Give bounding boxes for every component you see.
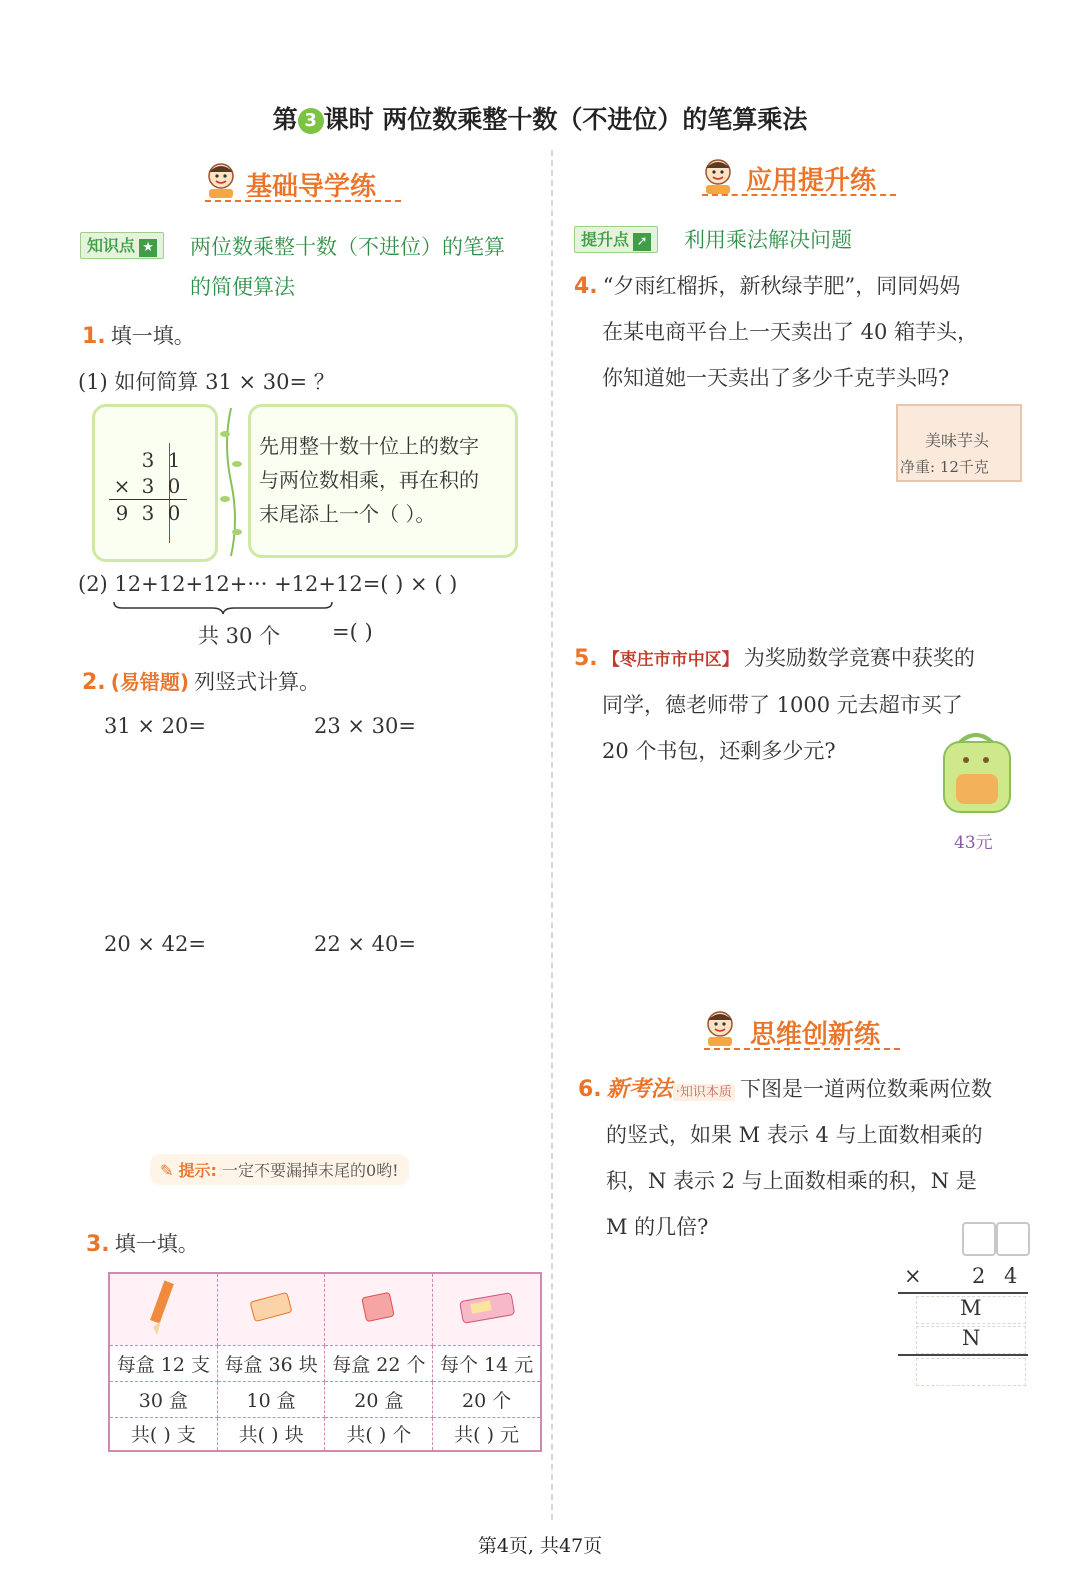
q3-text: 填一填。 [114, 1232, 199, 1256]
section-apply-title: 应用提升练 [746, 166, 877, 196]
pencil-case-icon [433, 1273, 541, 1345]
calc-digit: 1 [167, 448, 181, 472]
page-title [0, 100, 1080, 136]
q2-text: 列竖式计算。 [194, 670, 321, 694]
q6-line3: 积，N 表示 2 与上面数相乘的积，N 是 [606, 1169, 977, 1193]
q3-answer-cell[interactable]: 共( ) 个 [325, 1417, 433, 1451]
q1-sub2-expression: (2) 12+12+12+··· +12+12=( ) × ( ) [78, 572, 458, 596]
arrow-icon: ➚ [633, 233, 651, 251]
q1-sub2-equals: =( ) [332, 620, 373, 644]
section-apply-underline [702, 194, 896, 196]
q6-kind-tag: ·知识本质 [673, 1084, 735, 1101]
section-think-underline [704, 1048, 900, 1050]
bubble-text: 末尾添上一个（ ）。 [259, 502, 436, 526]
q6-line2: 的竖式，如果 M 表示 4 与上面数相乘的 [606, 1123, 983, 1147]
calc-digit: 3 [141, 448, 155, 472]
q5-number: 5. [574, 646, 598, 671]
q2-number: 2. [82, 670, 106, 695]
q6-text: 下图是一道两位数乘两位数 [740, 1077, 993, 1101]
title-prefix: 第 [272, 105, 298, 134]
bubble-text: 与两位数相乘，再在积的 [259, 468, 479, 492]
title-text: 课时 两位数乘整十数（不进位）的笔算乘法 [323, 105, 808, 134]
eraser-icon [217, 1273, 325, 1345]
q5-line2: 同学，德老师带了 1000 元去超市买了 [602, 693, 963, 717]
lesson-number: 3 [298, 108, 324, 134]
q6-number: 6. [578, 1077, 602, 1102]
q3-answer-cell[interactable]: 共( ) 支 [109, 1417, 217, 1451]
upgrade-badge [574, 227, 658, 251]
taro-box [896, 404, 1022, 482]
q5-line1 [574, 642, 975, 672]
q4-text: “夕雨红榴拆，新秋绿芋肥”，同同妈妈 [602, 274, 961, 298]
upgrade-badge-label: 提升点 [581, 230, 630, 249]
q6-row-result [916, 1358, 1026, 1386]
backpack-icon [930, 728, 1022, 820]
q3-answer-cell[interactable]: 共( ) 块 [217, 1417, 325, 1451]
vertical-calc [109, 447, 187, 526]
q6-digit: 4 [1004, 1264, 1018, 1288]
q1-heading [82, 320, 195, 350]
knowledge-badge-label: 知识点 [87, 236, 136, 255]
section-basic-underline [205, 200, 401, 202]
blank-digit-box[interactable] [996, 1222, 1030, 1256]
taro-box-weight: 净重: 12千克 [900, 458, 989, 476]
q6-line1 [578, 1072, 992, 1103]
calc-digit: 0 [167, 474, 181, 498]
q2-item: 22 × 40= [314, 932, 416, 956]
section-think [702, 1008, 738, 1052]
calc-digit: 3 [141, 474, 155, 498]
q6-new-tag: 新考法 [606, 1077, 673, 1102]
q6-operator: × [904, 1264, 922, 1288]
q3-cell: 每盒 36 块 [217, 1345, 325, 1381]
blank-digit-box[interactable] [962, 1222, 996, 1256]
calc-digit: 9 [115, 501, 129, 525]
upgrade-text: 利用乘法解决问题 [684, 228, 852, 252]
q1-sub2-count: 共 30 个 [198, 624, 281, 648]
column-divider [551, 150, 553, 1520]
q2-heading [82, 666, 320, 696]
q1-text: 填一填。 [110, 324, 195, 348]
q3-cell: 20 个 [433, 1381, 541, 1417]
q4-line2: 在某电商平台上一天卖出了 40 箱芋头， [602, 320, 979, 344]
explanation-bubble [248, 404, 518, 558]
hint-box [150, 1154, 409, 1185]
hint-label: 提示: [178, 1161, 217, 1180]
pencil-icon [109, 1273, 217, 1345]
q1-sub1: (1) 如何简算 31 × 30= ？ [78, 370, 335, 394]
section-think-title: 思维创新练 [750, 1020, 881, 1050]
calc-digit: 0 [167, 501, 181, 525]
backpack-price: 43元 [954, 833, 993, 853]
sharpener-icon [325, 1273, 433, 1345]
q4-line1 [574, 270, 960, 300]
vine-decoration-icon [218, 404, 244, 560]
q6-n: N [962, 1326, 981, 1350]
q4-number: 4. [574, 274, 598, 299]
q3-cell: 20 盒 [325, 1381, 433, 1417]
q5-line3: 20 个书包，还剩多少元? [602, 739, 836, 763]
student-icon [203, 160, 239, 200]
section-basic-title: 基础导学练 [246, 172, 377, 202]
section-basic [203, 160, 239, 204]
q6-blank-digits[interactable] [962, 1222, 1030, 1260]
knowledge-text-2: 的简便算法 [190, 275, 295, 299]
q6-digit: 2 [972, 1264, 986, 1288]
q6-m: M [960, 1296, 982, 1320]
q3-table [108, 1272, 542, 1452]
calc-digit: 3 [141, 501, 155, 525]
q6-line4: M 的几倍? [606, 1215, 709, 1239]
q3-cell: 30 盒 [109, 1381, 217, 1417]
q2-item: 23 × 30= [314, 714, 416, 738]
q6-rule [898, 1292, 1028, 1294]
brace-icon [112, 600, 334, 616]
knowledge-badge [80, 233, 164, 257]
q6-rule [898, 1354, 1028, 1356]
q1-number: 1. [82, 324, 106, 349]
student-icon [702, 1008, 738, 1048]
q5-text: 为奖励数学竞赛中获奖的 [743, 646, 975, 670]
taro-box-label: 美味芋头 [924, 431, 989, 450]
knowledge-text-1: 两位数乘整十数（不进位）的笔算 [190, 235, 505, 259]
q3-cell: 10 盒 [217, 1381, 325, 1417]
calc-operator: × [113, 474, 131, 498]
hint-text: 一定不要漏掉末尾的0哟! [222, 1161, 399, 1180]
student-icon [700, 156, 736, 196]
q2-item: 20 × 42= [104, 932, 206, 956]
q2-item: 31 × 20= [104, 714, 206, 738]
q2-tag: (易错题) [110, 670, 190, 694]
star-icon: ★ [139, 239, 157, 257]
q3-heading [86, 1228, 199, 1258]
page-footer: 第4页, 共47页 [477, 1535, 603, 1557]
q3-cell: 每个 14 元 [433, 1345, 541, 1381]
q4-line3: 你知道她一天卖出了多少千克芋头吗? [602, 366, 950, 390]
bubble-text: 先用整十数十位上的数字 [259, 434, 479, 458]
q3-cell: 每盒 22 个 [325, 1345, 433, 1381]
vertical-calc-box [92, 404, 218, 562]
q5-region-tag: 【枣庄市市中区】 [602, 650, 739, 670]
q3-cell: 每盒 12 支 [109, 1345, 217, 1381]
q3-number: 3. [86, 1232, 110, 1257]
q3-answer-cell[interactable]: 共( ) 元 [433, 1417, 541, 1451]
lightbulb-icon: ✎ [160, 1161, 174, 1180]
